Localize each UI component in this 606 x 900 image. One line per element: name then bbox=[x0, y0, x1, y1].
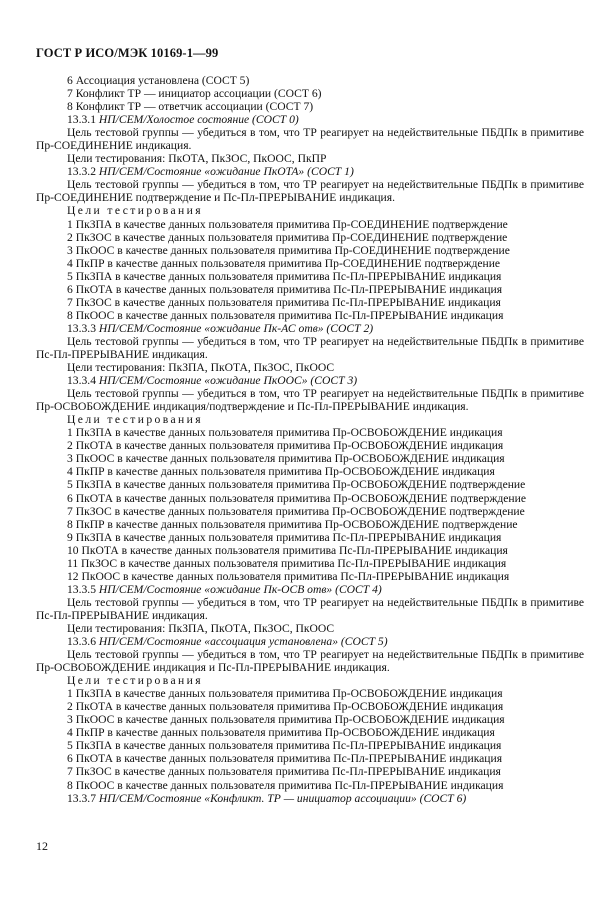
text-line: 7 Конфликт ТР — инициатор ассоциации (СОСТ 6) bbox=[67, 87, 322, 101]
list-item: 4 ПкПР в качестве данных пользователя примитива Пр-ОСВОБОЖДЕНИЕ индикация bbox=[67, 465, 495, 479]
list-item: 8 ПкПР в качестве данных пользователя примитива Пр-ОСВОБОЖДЕНИЕ подтверждение bbox=[67, 517, 518, 531]
list-item: 6 ПкОТА в качестве данных пользователя примитива Пс-Пл-ПРЕРЫВАНИЕ индикация bbox=[67, 752, 503, 766]
text-line: Цели тестирования: ПкОТА, ПкЗОС, ПкООС, ПкПР bbox=[67, 152, 327, 166]
text-line: 8 Конфликт ТР — ответчик ассоциации (СОСТ 7) bbox=[67, 100, 314, 114]
list-item: 3 ПкООС в качестве данных пользователя примитива Пр-ОСВОБОЖДЕНИЕ индикация bbox=[67, 452, 505, 466]
section-heading bbox=[36, 583, 584, 596]
list-item: 8 ПкООС в качестве данных пользователя примитива Пс-Пл-ПРЕРЫВАНИЕ индикация bbox=[67, 778, 504, 792]
list-item: 7 ПкЗОС в качестве данных пользователя примитива Пс-Пл-ПРЕРЫВАНИЕ индикация bbox=[67, 295, 501, 309]
section-heading bbox=[36, 322, 584, 335]
text-line: Цели тестирования: ПкЗПА, ПкОТА, ПкЗОС, ПкООС bbox=[67, 361, 335, 375]
list-item: 1 ПкЗПА в качестве данных пользователя примитива Пр-СОЕДИНЕНИЕ подтверждение bbox=[67, 217, 508, 231]
list-item: 5 ПкЗПА в качестве данных пользователя примитива Пс-Пл-ПРЕРЫВАНИЕ индикация bbox=[67, 269, 502, 283]
section-heading bbox=[36, 165, 584, 178]
section-heading bbox=[36, 792, 584, 805]
section-title: НП/СЕМ/Состояние «ожидание ПкООС» (СОСТ 3) bbox=[98, 374, 358, 388]
section-number: 13.3.3 bbox=[67, 321, 96, 335]
list-item: 10 ПкОТА в качестве данных пользователя примитива Пс-Пл-ПРЕРЫВАНИЕ индикация bbox=[67, 543, 508, 557]
section-heading bbox=[36, 635, 584, 648]
section-heading bbox=[36, 374, 584, 387]
list-item: 2 ПкОТА в качестве данных пользователя примитива Пр-ОСВОБОЖДЕНИЕ индикация bbox=[67, 700, 504, 714]
document-body bbox=[36, 74, 584, 805]
subheading: Цели тестирования bbox=[67, 674, 203, 688]
section-number: 13.3.5 bbox=[67, 582, 96, 596]
list-item: 7 ПкЗОС в качестве данных пользователя примитива Пр-ОСВОБОЖДЕНИЕ подтверждение bbox=[67, 504, 525, 518]
section-heading bbox=[36, 113, 584, 126]
list-item: 8 ПкООС в качестве данных пользователя примитива Пс-Пл-ПРЕРЫВАНИЕ индикация bbox=[67, 308, 504, 322]
section-number: 13.3.2 bbox=[67, 165, 96, 179]
page-number: 12 bbox=[36, 839, 48, 853]
list-item: 3 ПкООС в качестве данных пользователя примитива Пр-СОЕДИНЕНИЕ подтверждение bbox=[67, 243, 510, 257]
paragraph: Цель тестовой группы — убедиться в том, что ТР реагирует на недействительные ПБДПк в примитиве Пс-Пл-ПРЕРЫВАНИЕ индикация. bbox=[36, 334, 584, 361]
list-item: 5 ПкЗПА в качестве данных пользователя примитива Пс-Пл-ПРЕРЫВАНИЕ индикация bbox=[67, 739, 502, 753]
text-line: 6 Ассоциация установлена (СОСТ 5) bbox=[67, 74, 250, 87]
section-title: НП/СЕМ/Состояние «Конфликт. ТР — инициатор ассоциации» (СОСТ 6) bbox=[98, 791, 467, 805]
list-item: 2 ПкЗОС в качестве данных пользователя примитива Пр-СОЕДИНЕНИЕ подтверждение bbox=[67, 230, 508, 244]
section-number: 13.3.4 bbox=[67, 374, 96, 388]
list-item: 4 ПкПР в качестве данных пользователя примитива Пр-ОСВОБОЖДЕНИЕ индикация bbox=[67, 726, 495, 740]
paragraph: Цель тестовой группы — убедиться в том, что ТР реагирует на недействительные ПБДПк в примитиве Пр-СОЕДИНЕНИЕ подтверждение и Пс-Пл-ПРЕРЫВАНИЕ индикация. bbox=[36, 178, 584, 205]
document-header: ГОСТ Р ИСО/МЭК 10169-1—99 bbox=[36, 46, 219, 60]
section-number: 13.3.7 bbox=[67, 791, 96, 805]
list-item: 1 ПкЗПА в качестве данных пользователя примитива Пр-ОСВОБОЖДЕНИЕ индикация bbox=[67, 426, 503, 440]
list-item: 1 ПкЗПА в качестве данных пользователя примитива Пр-ОСВОБОЖДЕНИЕ индикация bbox=[67, 687, 503, 701]
section-title: НП/СЕМ/Состояние «ожидание Пк-ОСВ отв» (СОСТ 4) bbox=[98, 582, 382, 596]
paragraph: Цель тестовой группы — убедиться в том, что ТР реагирует на недействительные ПБДПк в примитиве Пр-СОЕДИНЕНИЕ индикация. bbox=[36, 126, 584, 153]
section-title: НП/СЕМ/Состояние «ассоциация установлена» (СОСТ 5) bbox=[98, 635, 388, 649]
list-item: 2 ПкОТА в качестве данных пользователя примитива Пр-ОСВОБОЖДЕНИЕ индикация bbox=[67, 439, 504, 453]
list-item: 6 ПкОТА в качестве данных пользователя примитива Пс-Пл-ПРЕРЫВАНИЕ индикация bbox=[67, 282, 503, 296]
text-line: Цели тестирования: ПкЗПА, ПкОТА, ПкЗОС, ПкООС bbox=[67, 621, 335, 635]
list-item: 12 ПкООС в качестве данных пользователя примитива Пс-Пл-ПРЕРЫВАНИЕ индикация bbox=[67, 569, 510, 583]
section-title: НП/СЕМ/Холостое состояние (СОСТ 0) bbox=[98, 113, 299, 127]
list-item: 6 ПкОТА в качестве данных пользователя примитива Пр-ОСВОБОЖДЕНИЕ подтверждение bbox=[67, 491, 526, 505]
section-title: НП/СЕМ/Состояние «ожидание ПкОТА» (СОСТ 1) bbox=[98, 165, 354, 179]
section-number: 13.3.1 bbox=[67, 113, 96, 127]
list-item: 5 ПкЗПА в качестве данных пользователя примитива Пр-ОСВОБОЖДЕНИЕ подтверждение bbox=[67, 478, 526, 492]
list-item: 9 ПкЗПА в качестве данных пользователя примитива Пс-Пл-ПРЕРЫВАНИЕ индикация bbox=[67, 530, 502, 544]
section-title: НП/СЕМ/Состояние «ожидание Пк-АС отв» (СОСТ 2) bbox=[98, 321, 374, 335]
list-item: 11 ПкЗОС в качестве данных пользователя примитива Пс-Пл-ПРЕРЫВАНИЕ индикация bbox=[67, 556, 507, 570]
subheading: Цели тестирования bbox=[67, 204, 203, 218]
list-item: 7 ПкЗОС в качестве данных пользователя примитива Пс-Пл-ПРЕРЫВАНИЕ индикация bbox=[67, 765, 501, 779]
section-number: 13.3.6 bbox=[67, 635, 96, 649]
subheading: Цели тестирования bbox=[67, 413, 203, 427]
paragraph: Цель тестовой группы — убедиться в том, что ТР реагирует на недействительные ПБДПк в примитиве Пр-ОСВОБОЖДЕНИЕ индикация и Пс-Пл-ПРЕРЫВАНИЕ индикация. bbox=[36, 648, 584, 675]
list-item: 3 ПкООС в качестве данных пользователя примитива Пр-ОСВОБОЖДЕНИЕ индикация bbox=[67, 713, 505, 727]
list-item: 4 ПкПР в качестве данных пользователя примитива Пр-СОЕДИНЕНИЕ подтверждение bbox=[67, 256, 501, 270]
paragraph: Цель тестовой группы — убедиться в том, что ТР реагирует на недействительные ПБДПк в примитиве Пс-Пл-ПРЕРЫВАНИЕ индикация. bbox=[36, 595, 584, 622]
paragraph: Цель тестовой группы — убедиться в том, что ТР реагирует на недействительные ПБДПк в примитиве Пр-ОСВОБОЖДЕНИЕ индикация/подтверждение и Пс-Пл-ПРЕРЫВАНИЕ индикация. bbox=[36, 387, 584, 414]
